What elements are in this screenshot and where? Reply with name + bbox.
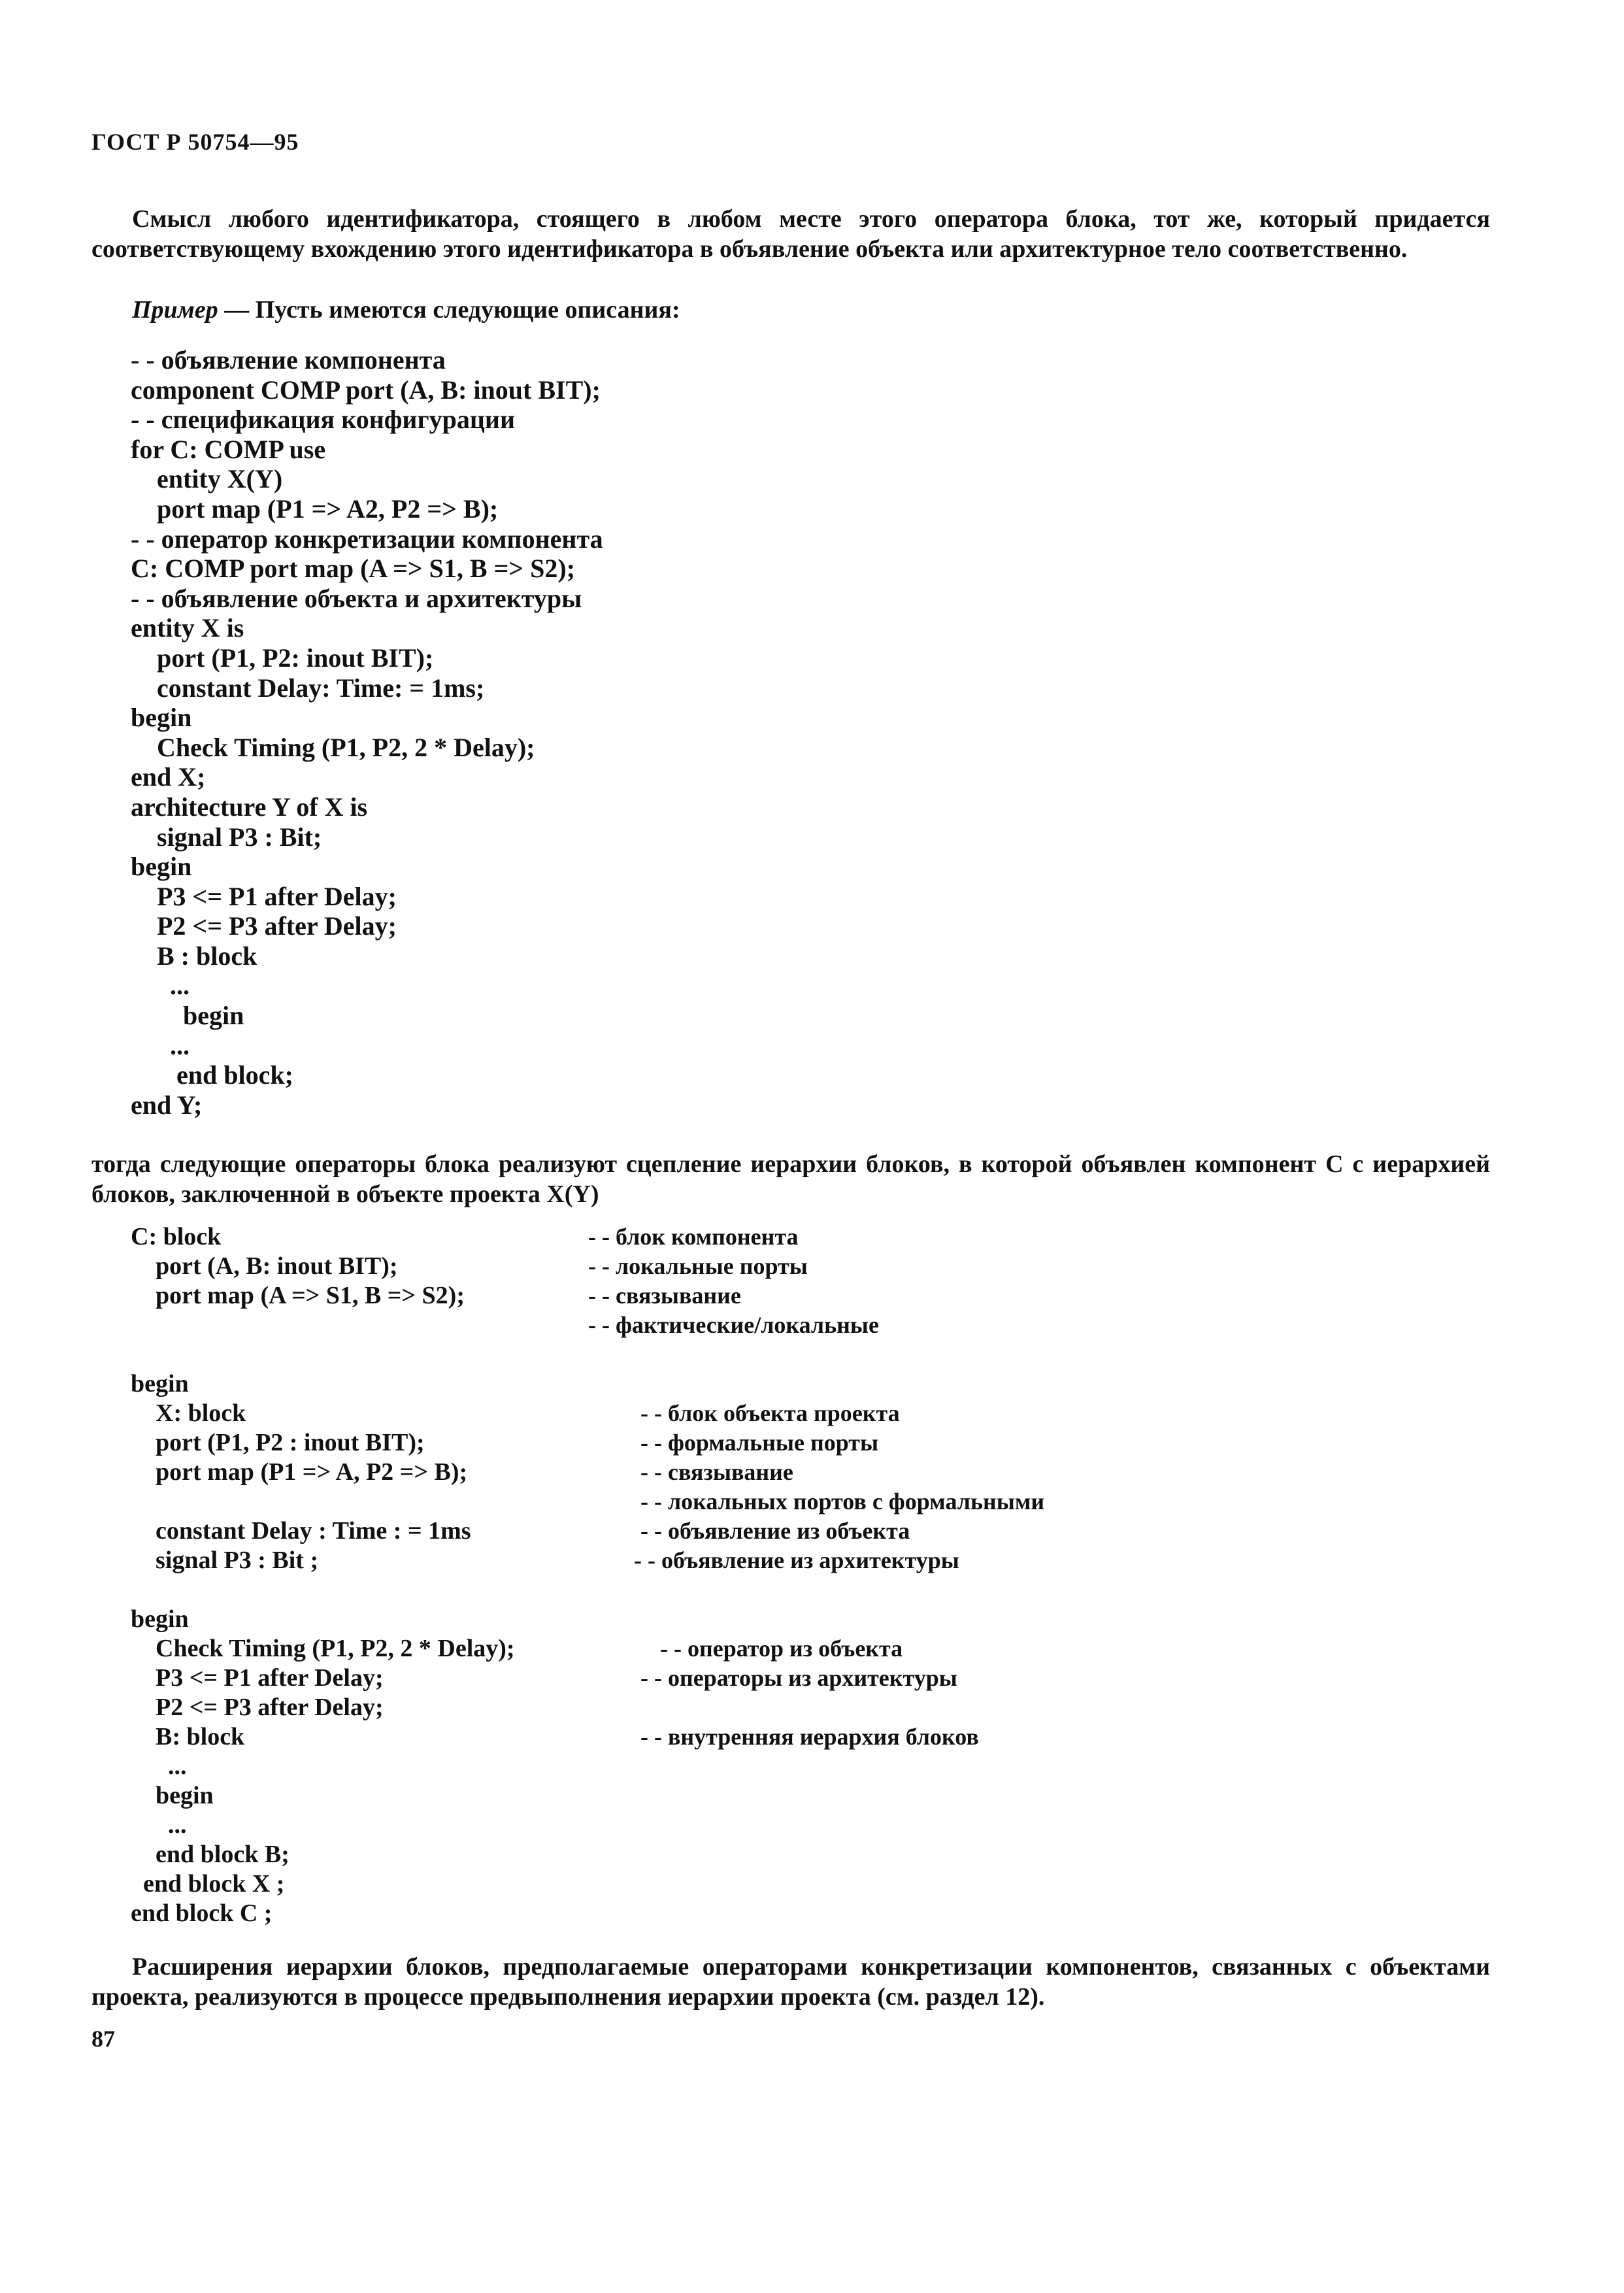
code-line: end block; xyxy=(131,1060,293,1090)
code-line: end Y; xyxy=(131,1090,203,1120)
code-line: Check Timing (P1, P2, 2 * Delay); xyxy=(131,732,535,762)
code-line: B : block xyxy=(131,941,257,971)
code-text: X: block xyxy=(131,1399,246,1427)
code-line: begin xyxy=(131,1001,244,1031)
code-line: entity X(Y) xyxy=(131,464,283,494)
code-comment: - - связывание xyxy=(640,1459,793,1485)
code-line: - - объявление объекта и архитектуры xyxy=(131,583,582,613)
code-comment: - - операторы из архитектуры xyxy=(640,1665,957,1691)
example-intro xyxy=(132,295,680,324)
code-comment: - - оператор из объекта xyxy=(660,1635,903,1662)
code-line: ... xyxy=(131,971,190,1001)
code-line: - - оператор конкретизации компонента xyxy=(131,524,603,554)
code-text: begin xyxy=(131,1782,214,1809)
code-comment: - - объявление из объекта xyxy=(640,1518,910,1544)
code-text: end block B; xyxy=(131,1841,290,1868)
code-line: component COMP port (A, B: inout BIT); xyxy=(131,375,601,405)
code-line: architecture Y of X is xyxy=(131,792,368,822)
page-number: 87 xyxy=(91,2026,115,2052)
code-comment: - - объявление из архитектуры xyxy=(634,1547,959,1573)
code-text: end block C ; xyxy=(131,1900,273,1927)
code-comment: - - формальные порты xyxy=(640,1430,879,1456)
code-text: constant Delay : Time : = 1ms xyxy=(131,1517,471,1545)
code-comment: - - блок компонента xyxy=(588,1224,799,1250)
code-text: port map (A => S1, B => S2); xyxy=(131,1282,465,1309)
code-listing-declarations xyxy=(131,345,603,1120)
code-comment: - - локальные порты xyxy=(588,1253,808,1279)
code-line: port (P1, P2: inout BIT); xyxy=(131,643,434,673)
code-text: B: block xyxy=(131,1723,245,1750)
code-text: P3 <= P1 after Delay; xyxy=(131,1664,384,1692)
code-comment: - - фактические/локальные xyxy=(588,1312,879,1338)
code-line: P3 <= P1 after Delay; xyxy=(131,881,397,911)
code-line: begin xyxy=(131,703,192,733)
code-text: port (P1, P2 : inout BIT); xyxy=(131,1429,425,1456)
code-line: C: COMP port map (A => S1, B => S2); xyxy=(131,554,576,584)
code-text: Check Timing (P1, P2, 2 * Delay); xyxy=(131,1635,515,1662)
code-line: begin xyxy=(131,852,192,882)
code-comment: - - блок объекта проекта xyxy=(640,1400,900,1426)
document-header: ГОСТ Р 50754—95 xyxy=(91,129,299,155)
code-line: constant Delay: Time: = 1ms; xyxy=(131,673,485,703)
code-line: - - объявление компонента xyxy=(131,345,446,375)
code-text: begin xyxy=(131,1605,189,1633)
code-comment: - - внутренняя иерархия блоков xyxy=(640,1724,979,1750)
code-line: port map (P1 => A2, P2 => B); xyxy=(131,494,499,524)
paragraph-block-hierarchy: тогда следующие операторы блока реализуют сцепление иерархии блоков, в которой объявлен компонент С с иерархией блоков, заключенной в объекте проекта X(Y) xyxy=(91,1150,1490,1208)
code-text: signal P3 : Bit ; xyxy=(131,1547,319,1574)
code-text: end block X ; xyxy=(131,1870,285,1898)
code-comment: - - локальных портов с формальными xyxy=(640,1488,1045,1515)
code-line: signal P3 : Bit; xyxy=(131,822,322,852)
code-text: C: block xyxy=(131,1223,222,1250)
code-line: end X; xyxy=(131,762,206,792)
code-line: ... xyxy=(131,1030,190,1060)
code-line: P2 <= P3 after Delay; xyxy=(131,911,397,941)
code-text: ... xyxy=(131,1752,187,1780)
code-line: - - спецификация конфигурации xyxy=(131,405,516,435)
example-text: — Пусть имеются следующие описания: xyxy=(218,296,680,324)
code-text: begin xyxy=(131,1370,189,1398)
code-text: port (A, B: inout BIT); xyxy=(131,1252,398,1280)
code-text: P2 <= P3 after Delay; xyxy=(131,1694,384,1721)
paragraph-identifier-meaning: Смысл любого идентификатора, стоящего в любом месте этого оператора блока, тот же, который придается соответствующему вхождению этого идентификатора в объявление объекта или архитектурное тело соответственно. xyxy=(91,205,1490,263)
code-comment: - - связывание xyxy=(588,1282,741,1309)
code-line: for C: COMP use xyxy=(131,434,326,464)
code-text: port map (P1 => A, P2 => B); xyxy=(131,1458,468,1486)
paragraph-elaboration: Расширения иерархии блоков, предполагаемые операторами конкретизации компонентов, связанных с объектами проекта, реализуются в процессе предвыполнения иерархии проекта (см. раздел 12). xyxy=(91,1953,1490,2011)
code-text: ... xyxy=(131,1811,187,1839)
code-line: entity X is xyxy=(131,613,244,643)
example-label: Пример xyxy=(132,296,218,324)
